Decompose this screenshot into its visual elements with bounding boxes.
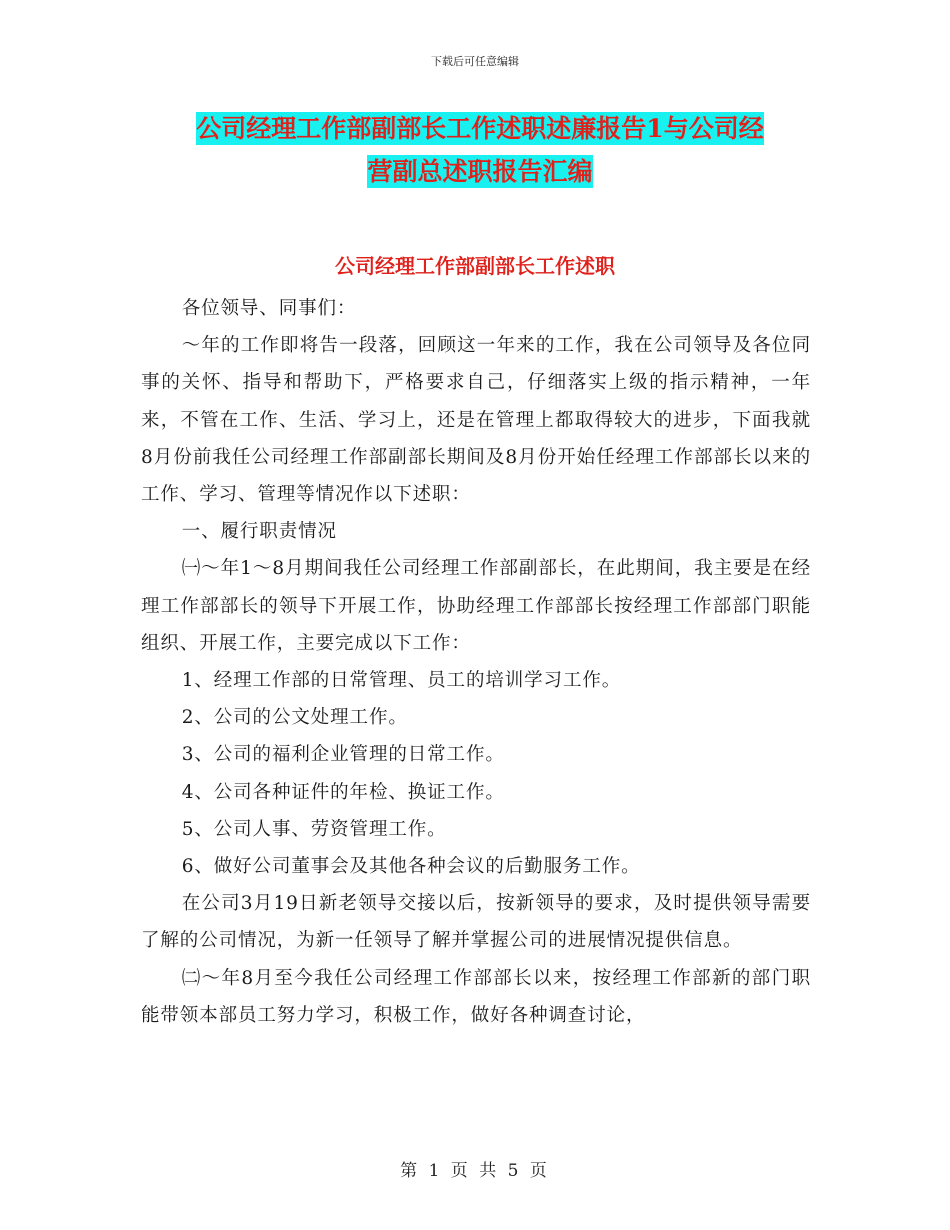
paragraph: 5、公司人事、劳资管理工作。 <box>181 818 447 840</box>
paragraph: 4、公司各种证件的年检、换证工作。 <box>181 781 505 803</box>
paragraph: 3、公司的福利企业管理的日常工作。 <box>181 744 505 766</box>
paragraph: 各位领导、同事们： <box>181 298 357 319</box>
header-note: 下载后可任意编辑 <box>431 55 519 68</box>
document-title-line-2 <box>140 157 820 187</box>
section-subtitle: 公司经理工作部副部长工作述职 <box>335 254 615 278</box>
document-title-line-1 <box>140 114 820 144</box>
paragraph: ㈠～年1～8月期间我任公司经理工作部副部长，在此期间，我主要是在经理工作部部长的领导下开展工作，协助经理工作部部长按经理工作部部门职能组织、开展工作，主要完成以下工作： <box>141 558 811 654</box>
title-line-2-text: 营副总述职报告汇编 <box>367 157 593 186</box>
paragraph: 1、经理工作部的日常管理、员工的培训学习工作。 <box>181 670 622 692</box>
paragraph: 一、履行职责情况 <box>181 521 337 543</box>
paragraph: 6、做好公司董事会及其他各种会议的后勤服务工作。 <box>181 856 641 878</box>
paragraph: ㈡～年8月至今我任公司经理工作部部长以来，按经理工作部新的部门职能带领本部员工努力学习，积极工作，做好各种调查讨论， <box>141 967 811 1026</box>
paragraph: ～年的工作即将告一段落，回顾这一年来的工作，我在公司领导及各位同事的关怀、指导和帮助下，严格要求自己，仔细落实上级的指示精神，一年来，不管在工作、生活、学习上，还是在管理上都取得较大的进步，下面我就8月份前我任公司经理工作部副部长期间及8月份开始任经理工作部部长以来的工作、学习、管理等情况作以下述职： <box>141 335 811 506</box>
title-line-1-text: 公司经理工作部副部长工作述职述廉报告1与公司经 <box>196 114 764 143</box>
paragraph: 在公司3月19日新老领导交接以后，按新领导的要求，及时提供领导需要了解的公司情况，为新一任领导了解并掌握公司的进展情况提供信息。 <box>141 893 811 952</box>
page-footer: 第 1 页 共 5 页 <box>400 1161 550 1181</box>
paragraph: 2、公司的公文处理工作。 <box>181 707 408 729</box>
document-body <box>141 290 811 1034</box>
